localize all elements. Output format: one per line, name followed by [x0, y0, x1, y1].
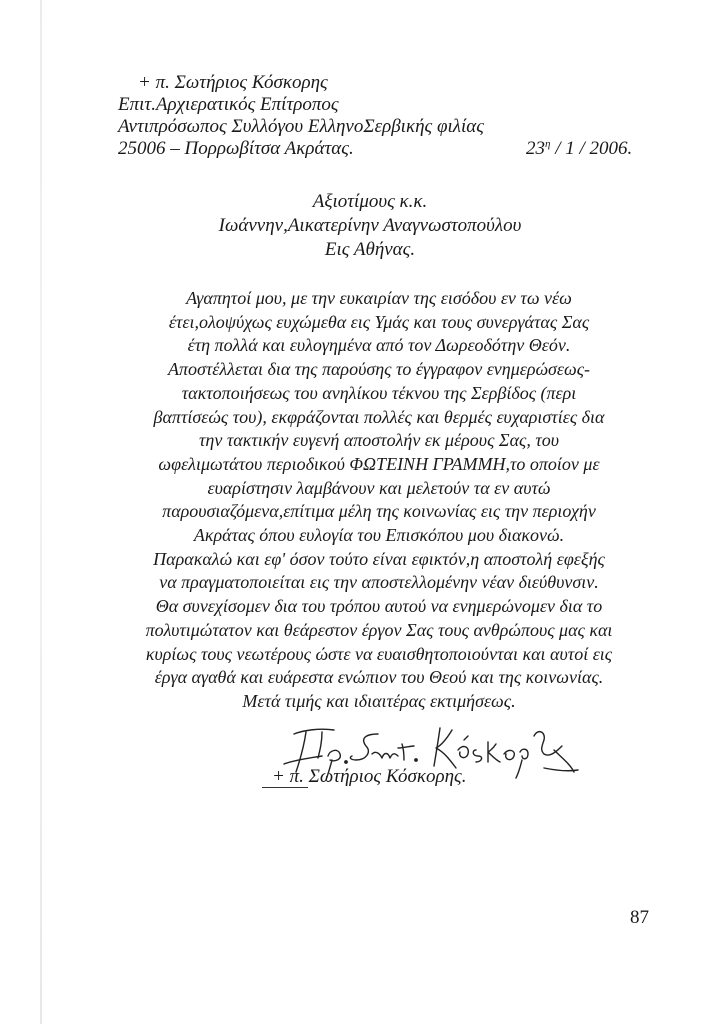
sender-name: + π. Σωτήριος Κόσκορης: [138, 72, 328, 93]
letter-body: [96, 287, 662, 714]
page-number: 87: [630, 907, 649, 928]
recipient-salutation: Αξιοτίμους κ.κ.: [312, 191, 428, 212]
recipient-block: [150, 190, 590, 262]
sender-address: 25006 – Πορρωβίτσα Ακράτας.: [118, 138, 354, 159]
body-line: έτει,ολοψύχως ευχώμεθα εις Υμάς και τους συνεργάτας Σας: [168, 311, 590, 332]
body-line: τακτοποιήσεως του ανηλίκου τέκνου της Σερβίδος (περι: [181, 382, 577, 403]
recipient-names: Ιωάννην,Αικατερίνην Αναγνωστοπούλου: [218, 215, 522, 236]
body-line: παρουσιαζόμενα,επίτιμα μέλη της κοινωνίας εις την περιοχήν: [162, 501, 596, 522]
body-line: ευαρίστησιν λαμβάνουν και μελετούν τα εν αυτώ: [207, 477, 551, 498]
sender-block: [118, 72, 578, 160]
body-line: βαπτίσεώς του), εκφράζονται πολλές και θερμές ευχαριστίες δια: [153, 406, 605, 427]
body-line: την τακτικήν ευγενή αποστολήν εκ μέρους Σας, του: [198, 430, 560, 451]
letter-date: [526, 138, 632, 160]
date-day: 23: [526, 138, 545, 159]
sender-title: Επιτ.Αρχιερατικός Επίτροπος: [118, 94, 339, 115]
body-line: έτη πολλά και ευλογημένα από τον Δωρεοδότην Θεόν.: [187, 335, 571, 356]
recipient-city: Εις Αθήνας.: [324, 239, 416, 260]
sender-role: Αντιπρόσωπος Συλλόγου ΕλληνοΣερβικής φιλίας: [118, 116, 484, 137]
date-day-suffix: η: [545, 138, 551, 150]
body-line: κυρίως τους νεωτέρους ώστε να ευαισθητοποιούνται και αυτοί εις: [145, 643, 613, 664]
body-line: Αγαπητοί μου, με την ευκαιρίαν της εισόδου εν τω νέω: [186, 288, 572, 308]
body-line: Θα συνεχίσομεν δια του τρόπου αυτού να ενημερώνομεν δια το: [155, 596, 603, 617]
body-closing: Μετά τιμής και ιδιαιτέρας εκτιμήσεως.: [242, 690, 516, 711]
signed-name: + π. Σωτήριος Κόσκορης.: [272, 766, 467, 787]
body-line: Παρακαλώ και εφ' όσον τούτο είναι εφικτόν,η αποστολή εφεξής: [153, 548, 605, 569]
body-line: ωφελιμωτάτου περιοδικού ΦΩΤΕΙΝΗ ΓΡΑΜΜΗ,το οποίον με: [158, 453, 600, 474]
body-line: έργα αγαθά και ευάρεστα ενώπιον του Θεού και της κοινωνίας.: [154, 667, 604, 688]
body-line: να πραγματοποιείται εις την αποστελλομένην νέαν διεύθυνσιν.: [159, 572, 599, 593]
signature-alt-text: Πρ. Σωτ. Κόσκορης: [282, 720, 291, 721]
body-line: Αποστέλλεται δια της παρούσης το έγγραφον ενημερώσεως-: [167, 359, 591, 380]
date-rest: / 1 / 2006.: [550, 138, 633, 159]
body-line: Ακράτας όπου ευλογία του Επισκόπου μου διακονώ.: [193, 525, 565, 546]
body-line: πολυτιμώτατον και θεάρεστον έργον Σας τους ανθρώπους μας και: [145, 619, 613, 640]
scan-edge-shadow: [40, 0, 42, 1024]
